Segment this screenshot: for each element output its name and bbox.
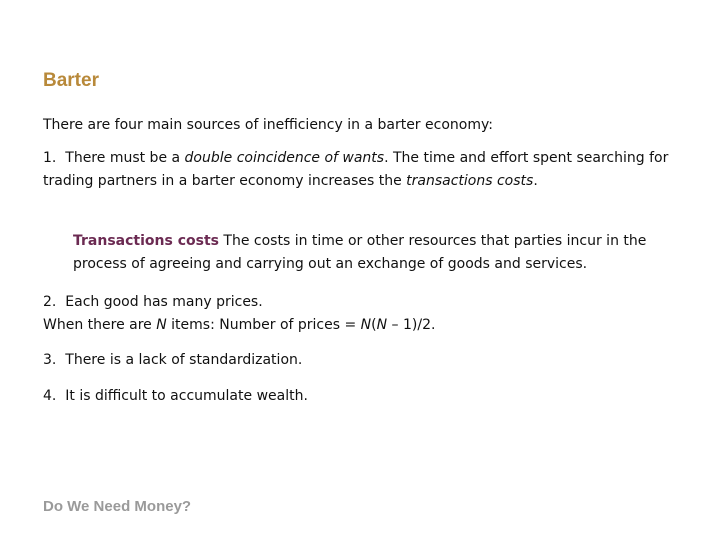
point-2-text: Each good has many prices. xyxy=(65,294,263,310)
point-2-line-1 xyxy=(43,291,683,314)
point-1 xyxy=(43,147,683,193)
point-3-number: 3. xyxy=(43,352,57,368)
formula-text-b: items: Number of prices = xyxy=(166,317,361,333)
point-1-text-b: . The time and effort spent searching for trading partners in a barter economy increases the xyxy=(43,150,669,189)
formula-text-c: ( xyxy=(371,317,377,333)
point-4-text: It is difficult to accumulate wealth. xyxy=(65,388,308,404)
point-1-number: 1. xyxy=(43,150,57,166)
formula-n2: N xyxy=(360,317,372,333)
slide-title: Barter xyxy=(43,70,99,91)
point-1-text-c: . xyxy=(533,173,538,189)
intro-text: There are four main sources of inefficiency in a barter economy: xyxy=(43,117,493,133)
point-3-text: There is a lack of standardization. xyxy=(65,352,303,368)
definition-box xyxy=(73,230,673,276)
point-2 xyxy=(43,291,683,337)
point-2-line-2 xyxy=(43,314,683,337)
formula-n1: N xyxy=(156,317,167,333)
point-1-text-a: There must be a xyxy=(65,150,185,166)
point-4-number: 4. xyxy=(43,388,57,404)
slide-footer: Do We Need Money? xyxy=(43,498,192,515)
point-3 xyxy=(43,349,683,372)
formula-text-a: When there are xyxy=(43,317,157,333)
definition-text: The costs in time or other resources that parties incur in the process of agreeing and carrying out an exchange of goods and services. xyxy=(73,233,647,272)
point-1-emphasis-b: transactions costs xyxy=(406,173,534,189)
definition-term: Transactions costs xyxy=(73,233,219,249)
point-2-number: 2. xyxy=(43,294,57,310)
formula-text-d: – 1)/2. xyxy=(387,317,436,333)
formula-n3: N xyxy=(376,317,388,333)
point-4 xyxy=(43,385,683,408)
point-1-emphasis-a: double coincidence of wants xyxy=(184,150,385,166)
